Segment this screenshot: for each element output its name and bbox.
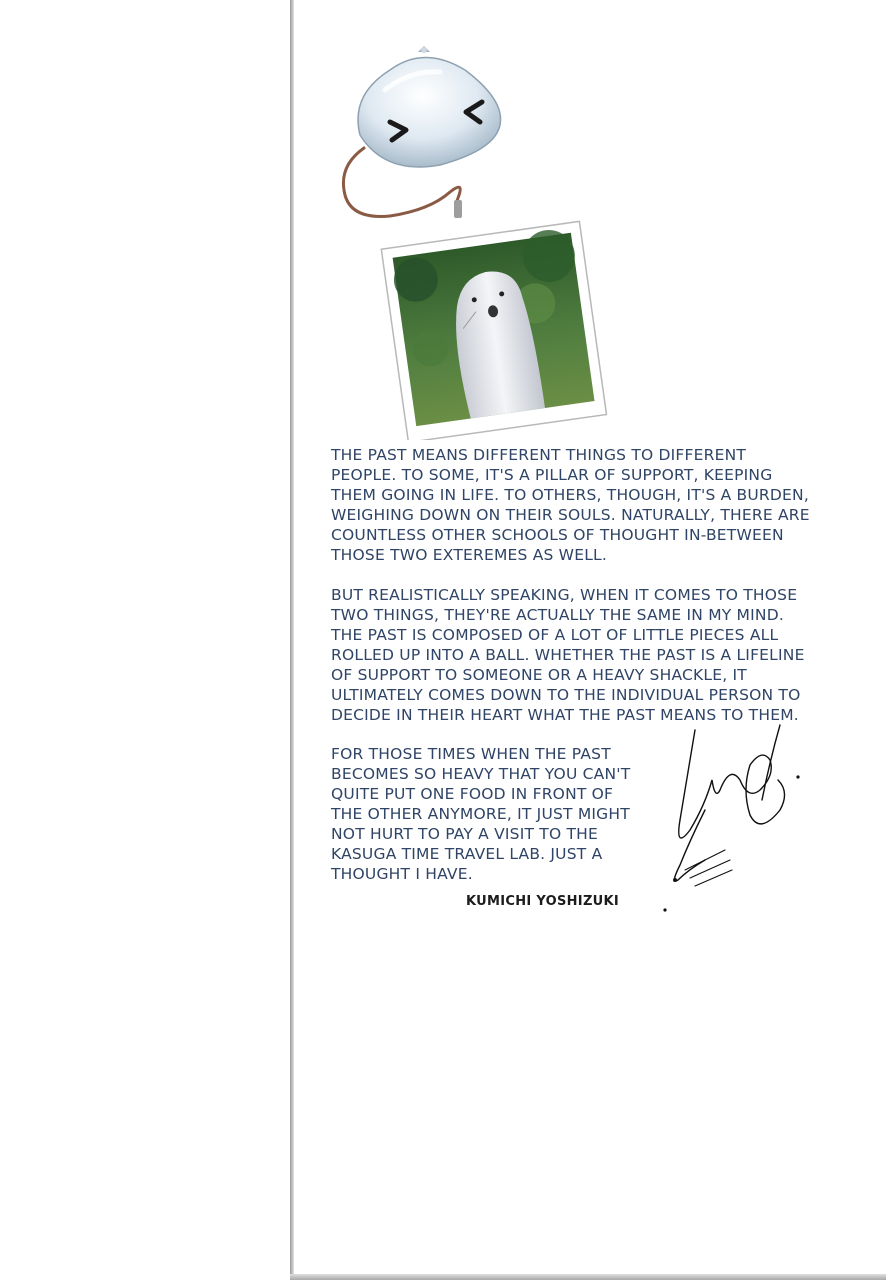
page-bottom-edge (290, 1274, 886, 1280)
letter-paragraph-1: THE PAST MEANS DIFFERENT THINGS TO DIFFERENT PEOPLE. TO SOME, IT'S A PILLAR OF SUPPORT, KEEPING THEM GOING IN LIFE. TO OTHERS, THOUGH, IT'S A BURDEN, WEIGHING DOWN ON THEIR SOULS. NATURALLY, THERE ARE COUNTLESS OTHER SCHOOLS OF THOUGHT IN-BETWEEN THOSE TWO EXTEREMES AS WELL. (331, 446, 810, 564)
signature-icon (650, 720, 810, 920)
letter-paragraph-3: FOR THOSE TIMES WHEN THE PAST BECOMES SO HEAVY THAT YOU CAN'T QUITE PUT ONE FOOD IN FRONT OF THE OTHER ANYMORE, IT JUST MIGHT NOT HURT TO PAY A VISIT TO THE KASUGA TIME TRAVEL LAB. JUST A THOUGHT I HAVE. (331, 745, 631, 883)
balloon-photo-illustration (330, 40, 620, 440)
page-left-edge (290, 0, 294, 1280)
letter-paragraph-2: BUT REALISTICALLY SPEAKING, WHEN IT COMES TO THOSE TWO THINGS, THEY'RE ACTUALLY THE SAME IN MY MIND. THE PAST IS COMPOSED OF A LOT OF LITTLE PIECES ALL ROLLED UP INTO A BALL. WHETHER THE PAST IS A LIFELINE OF SUPPORT TO SOMEONE OR A HEAVY SHACKLE, IT ULTIMATELY COMES DOWN TO THE INDIVIDUAL PERSON TO DECIDE IN THEIR HEART WHAT THE PAST MEANS TO THEM. (331, 586, 805, 724)
author-name: KUMICHI YOSHIZUKI (466, 894, 620, 909)
